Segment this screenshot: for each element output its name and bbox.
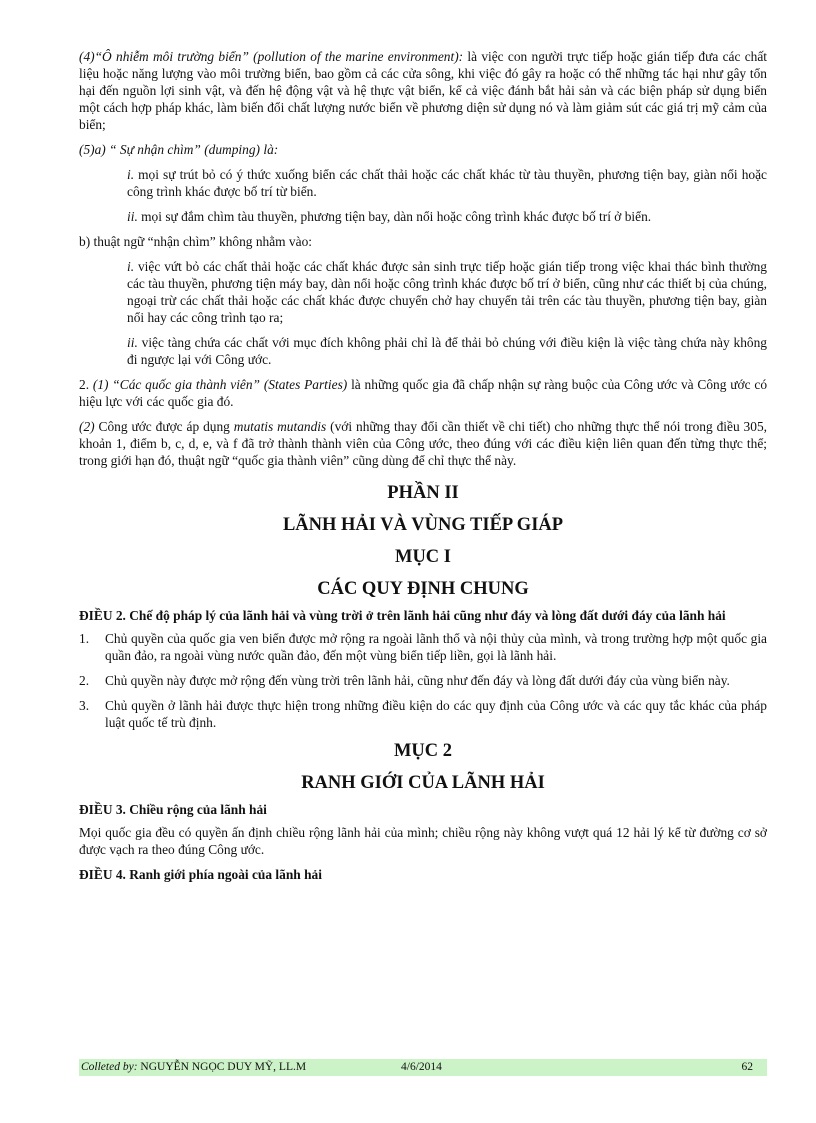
item-text: việc tàng chứa các chất với mục đích không phải chỉ là để thải bỏ chúng với điều kiện là việc tàng chứa này không đi ngược lại với Công ước.: [127, 335, 767, 367]
definition-2-2: [79, 418, 767, 469]
page-footer: [79, 1059, 767, 1076]
item-number: ii.: [127, 335, 138, 350]
definition-4-text: là việc con người trực tiếp hoặc gián tiếp đưa các chất liệu hoặc năng lượng vào môi trường biển, bao gồm cả các cửa sông, khi việc đó gây ra hoặc có thể những tác hại như gây tổn hại đến nguồn lợi sinh vật, và đến hệ động vật và hệ thực vật biển, kể cả việc đánh bắt hải sản và các biện pháp sử dụng biển một cách hợp pháp khác, làm biến đổi chất lượng nước biển về phương diện sử dụng nó và làm giảm sút các giá trị mỹ cảm của biển;: [79, 49, 768, 132]
item-text: việc vứt bỏ các chất thải hoặc các chất khác được sản sinh trực tiếp hoặc gián tiếp trong việc khai thác bình thường các tàu thuyền, phương tiện máy bay, dàn nổi hoặc công trình khác được bố trí ở biển, cũng như các thiết bị của chúng, ngoại trừ các chất thải hoặc các chất khác được chuyển chở hay chuyển tải trên các tàu thuyền, phương tiện bay, giàn nổi hay các công trình tạo ra;: [127, 259, 767, 325]
article-3-title: ĐIỀU 3. Chiều rộng của lãnh hải: [79, 802, 267, 817]
definition-2-2-text1: Công ước được áp dụng: [94, 419, 234, 434]
item-number: i.: [127, 259, 135, 274]
article-3-text: Mọi quốc gia đều có quyền ấn định chiều rộng lãnh hải của mình; chiều rộng này không vượt quá 12 hải lý kể từ đường cơ sở được vạch ra theo đúng Công ước.: [79, 825, 767, 857]
definition-2-1-term: (1) “Các quốc gia thành viên” (States Parties): [92, 377, 348, 392]
list-item-text: Chủ quyền ở lãnh hải được thực hiện trong những điều kiện do các quy định của Công ước và các quy tắc khác của pháp luật quốc tế trù định.: [105, 698, 767, 730]
definition-5a-item-ii: [79, 208, 767, 225]
list-item: [79, 672, 767, 689]
collected-label: Colleted by:: [81, 1061, 138, 1073]
article-2-list: [79, 630, 767, 731]
latin-phrase: mutatis mutandis: [233, 419, 327, 434]
article-2-title: ĐIỀU 2. Chế độ pháp lý của lãnh hải và vùng trời ở trên lãnh hải cũng như đáy và lòng đất dưới đáy của lãnh hải: [79, 608, 726, 623]
definition-5a-heading: (5)a) “ Sự nhận chìm” (dumping) là:: [79, 142, 279, 157]
article-4-title: ĐIỀU 4. Ranh giới phía ngoài của lãnh hải: [79, 867, 322, 882]
definition-5b-heading: b) thuật ngữ “nhận chìm” không nhằm vào:: [79, 234, 312, 249]
item-text: mọi sự trút bỏ có ý thức xuống biển các chất thải hoặc các chất khác từ tàu thuyền, phương tiện bay, giàn nổi hoặc công trình khác được bố trí từ biển.: [127, 167, 767, 199]
part-title: LÃNH HẢI VÀ VÙNG TIẾP GIÁP: [282, 515, 564, 535]
definition-2-1: [79, 376, 767, 410]
section-2-title: RANH GIỚI CỦA LÃNH HẢI: [301, 773, 545, 793]
list-item: [79, 630, 767, 664]
list-item: [79, 697, 767, 731]
list-item-number: 2.: [79, 673, 90, 688]
list-item-number: 3.: [79, 698, 90, 713]
item-text: mọi sự đắm chìm tàu thuyền, phương tiện bay, dàn nổi hoặc công trình khác được bố trí ở biển.: [137, 209, 652, 224]
definition-4-term: (4)“Ô nhiễm môi trường biển” (pollution of the marine environment):: [79, 49, 464, 64]
list-item-text: Chủ quyền này được mở rộng đến vùng trời trên lãnh hải, cũng như đến đáy và lòng đất dưới đáy của vùng biển này.: [105, 673, 730, 688]
footer-credit: [81, 1059, 306, 1076]
list-item-number: 1.: [79, 631, 90, 646]
definition-5b-item-i: [79, 258, 767, 326]
definition-5b-item-ii: [79, 334, 767, 368]
footer-date: 4/6/2014: [401, 1061, 442, 1073]
clause-number: 2.: [79, 377, 93, 392]
definition-2-1-text: là những quốc gia đã chấp nhận sự ràng buộc của Công ước và Công ước có hiệu lực với các quốc gia đó.: [79, 377, 768, 409]
definition-4: [79, 48, 767, 133]
item-number: i.: [127, 167, 135, 182]
definition-5a-item-i: [79, 166, 767, 200]
part-heading: PHẦN II: [387, 483, 459, 503]
document-page: [79, 48, 767, 889]
section-2-heading: MỤC 2: [393, 741, 453, 761]
footer-author: NGUYỄN NGỌC DUY MỸ, LL.M: [137, 1061, 307, 1073]
section-1-heading: MỤC I: [394, 547, 451, 567]
section-1-title: CÁC QUY ĐỊNH CHUNG: [317, 579, 529, 599]
definition-2-2-text2: (với những thay đổi cần thiết về chi tiết) cho những thực thể nói trong điều 305, khoản 1, điểm b, c, d, e, và f đã trở thành thành viên của Công ước, theo đúng với các điều kiện liên quan đến từng thực thể; trong giới hạn đó, thuật ngữ “quốc gia thành viên” cũng dùng để chỉ thực thể này.: [79, 419, 767, 468]
item-number: ii.: [127, 209, 138, 224]
list-item-text: Chủ quyền của quốc gia ven biển được mở rộng ra ngoài lãnh thổ và nội thủy của mình, và trong trường hợp một quốc gia quần đảo, ra ngoài vùng nước quần đảo, đến một vùng biển tiếp liền, gọi là lãnh hải.: [105, 631, 767, 663]
page-number: 62: [741, 1061, 753, 1073]
definition-2-2-lead: (2): [79, 419, 95, 434]
